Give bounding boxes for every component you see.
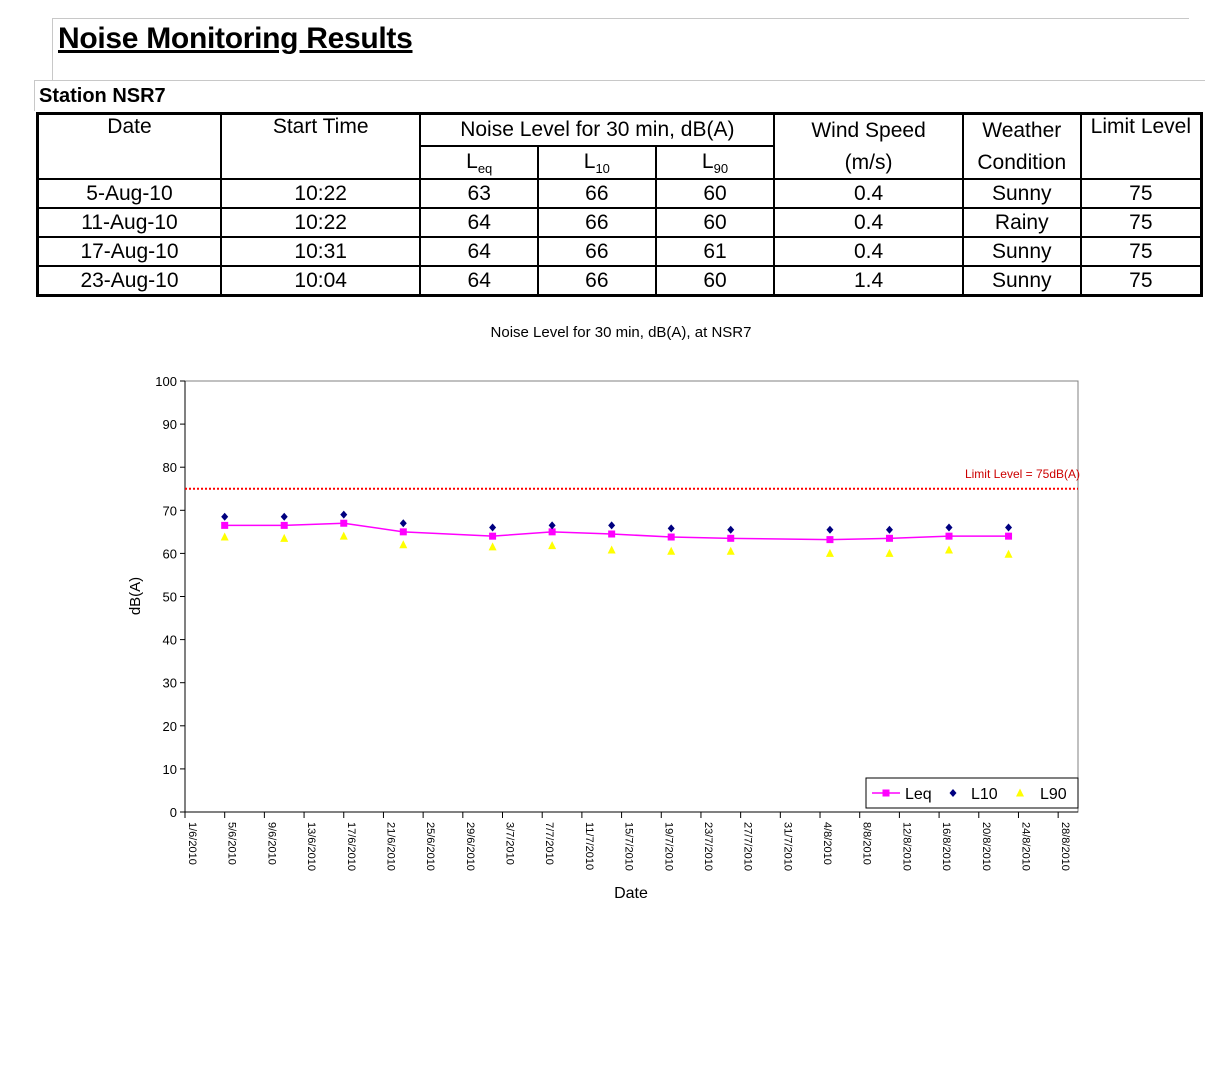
header-date: Date (38, 114, 221, 180)
data-point-leq (340, 520, 347, 527)
x-tick-label: 16/8/2010 (940, 822, 953, 871)
chart-legend (866, 778, 1078, 808)
cell-weather: Sunny (963, 179, 1081, 208)
x-tick-label: 27/7/2010 (741, 822, 754, 871)
y-tick-label: 10 (162, 761, 177, 777)
header-leq-main: L (466, 149, 478, 173)
y-tick-label: 80 (162, 460, 177, 476)
y-axis-label: dB(A) (127, 576, 144, 616)
legend-label-l90: L90 (1040, 786, 1067, 803)
y-tick-label: 90 (162, 417, 177, 433)
data-point-leq (668, 534, 675, 541)
header-weather-line2: Condition (977, 150, 1067, 174)
y-tick-label: 50 (162, 589, 177, 605)
data-point-leq (946, 533, 953, 540)
y-tick-label: 70 (162, 503, 177, 519)
x-tick-label: 17/6/2010 (344, 822, 357, 871)
cell-date: 17-Aug-10 (38, 237, 221, 266)
x-tick-label: 4/8/2010 (821, 822, 834, 865)
legend-label-leq: Leq (905, 786, 932, 803)
x-tick-label: 31/7/2010 (781, 822, 794, 871)
header-wind-speed-line1: Wind Speed (811, 118, 926, 142)
x-tick-label: 21/6/2010 (384, 822, 397, 871)
x-tick-label: 28/8/2010 (1059, 822, 1072, 871)
x-tick-label: 20/8/2010 (979, 822, 992, 871)
cell-weather: Sunny (963, 266, 1081, 296)
x-tick-label: 12/8/2010 (900, 822, 913, 871)
y-tick-label: 40 (162, 632, 177, 648)
cell-date: 11-Aug-10 (38, 208, 221, 237)
data-point-leq (727, 535, 734, 542)
cell-limit: 75 (1081, 237, 1202, 266)
header-leq-sub: eq (477, 160, 493, 176)
y-tick-label: 20 (162, 718, 177, 734)
page-title: Noise Monitoring Results (58, 22, 413, 55)
x-tick-label: 3/7/2010 (503, 822, 516, 865)
x-tick-label: 5/6/2010 (225, 822, 238, 865)
y-tick-label: 100 (155, 374, 177, 389)
cell-date: 23-Aug-10 (38, 266, 221, 296)
legend-marker-leq (883, 790, 890, 797)
station-label: Station NSR7 (39, 85, 166, 107)
header-l90-main: L (701, 149, 714, 173)
header-noise-level: Noise Level for 30 min, dB(A) (420, 114, 774, 147)
data-point-leq (886, 535, 893, 542)
cell-l10: 66 (538, 179, 656, 208)
plot-area (185, 381, 1078, 812)
x-tick-label: 25/6/2010 (424, 822, 437, 871)
cell-start-time: 10:22 (221, 208, 420, 237)
cell-weather: Rainy (963, 208, 1081, 237)
cell-l90: 60 (656, 266, 775, 296)
cell-l90: 60 (656, 208, 775, 237)
x-axis (185, 812, 1078, 871)
cell-wind: 0.4 (774, 237, 963, 266)
x-tick-label: 9/6/2010 (265, 822, 278, 865)
cell-limit: 75 (1081, 208, 1202, 237)
cell-start-time: 10:04 (221, 266, 420, 296)
data-point-leq (1005, 533, 1012, 540)
x-tick-label: 7/7/2010 (543, 822, 556, 865)
data-point-leq (221, 522, 228, 529)
cell-l90: 60 (656, 179, 775, 208)
cell-l90: 61 (656, 237, 775, 266)
header-l10-sub: 10 (595, 160, 610, 176)
cell-date: 5-Aug-10 (38, 179, 221, 208)
cell-start-time: 10:22 (221, 179, 420, 208)
chart-title: Noise Level for 30 min, dB(A), at NSR7 (490, 324, 752, 341)
data-point-leq (489, 533, 496, 540)
x-tick-label: 24/8/2010 (1019, 822, 1032, 871)
cell-l10: 66 (538, 237, 656, 266)
data-point-leq (826, 536, 833, 543)
cell-wind: 1.4 (774, 266, 963, 296)
header-l90-sub: 90 (713, 160, 729, 176)
data-point-leq (400, 528, 407, 535)
limit-line-label: Limit Level = 75dB(A) (964, 466, 1080, 481)
cell-l10: 66 (538, 208, 656, 237)
cell-wind: 0.4 (774, 208, 963, 237)
header-limit-level: Limit Level (1081, 114, 1202, 180)
cell-wind: 0.4 (774, 179, 963, 208)
cell-limit: 75 (1081, 266, 1202, 296)
header-start-time: Start Time (221, 114, 420, 180)
cell-l10: 66 (538, 266, 656, 296)
cell-limit: 75 (1081, 179, 1202, 208)
y-axis (155, 374, 185, 820)
header-l10-main: L (583, 149, 596, 173)
cell-leq: 64 (420, 237, 538, 266)
header-weather-line1: Weather (982, 118, 1062, 142)
cell-weather: Sunny (963, 237, 1081, 266)
cell-start-time: 10:31 (221, 237, 420, 266)
y-tick-label: 60 (162, 546, 177, 562)
x-tick-label: 1/6/2010 (186, 822, 198, 865)
x-tick-label: 11/7/2010 (582, 822, 595, 871)
x-tick-label: 29/6/2010 (463, 822, 476, 871)
cell-leq: 63 (420, 179, 538, 208)
data-point-leq (281, 522, 288, 529)
cell-leq: 64 (420, 208, 538, 237)
legend-label-l10: L10 (971, 786, 998, 803)
x-tick-label: 8/8/2010 (860, 822, 873, 865)
cell-leq: 64 (420, 266, 538, 296)
y-tick-label: 0 (169, 805, 177, 820)
x-tick-label: 19/7/2010 (662, 822, 675, 871)
x-tick-label: 13/6/2010 (305, 822, 318, 871)
x-axis-label: Date (614, 885, 648, 902)
x-tick-label: 15/7/2010 (622, 822, 635, 871)
header-wind-speed-line2: (m/s) (844, 150, 893, 174)
x-tick-label: 23/7/2010 (701, 822, 714, 871)
y-tick-label: 30 (162, 675, 177, 691)
data-point-leq (608, 531, 615, 538)
data-point-leq (549, 528, 556, 535)
